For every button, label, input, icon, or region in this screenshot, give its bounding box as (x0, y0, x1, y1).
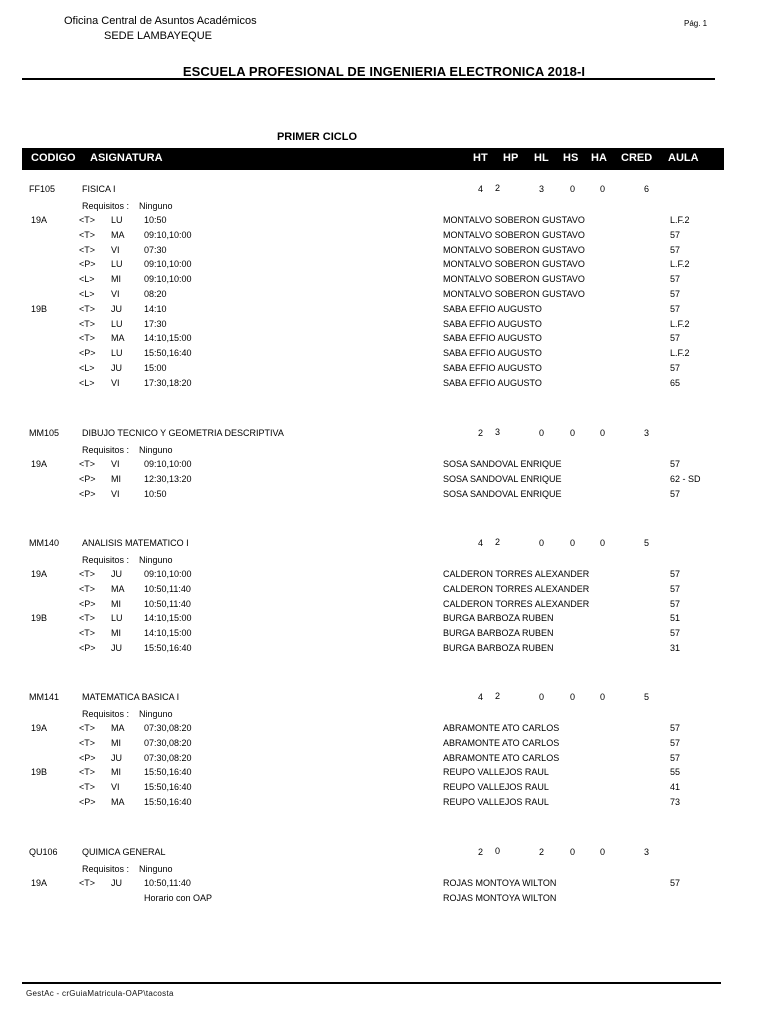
session-teacher: SOSA SANDOVAL ENRIQUE (443, 459, 562, 469)
col-hs: HS (563, 152, 579, 164)
session-group: 19B (31, 767, 48, 778)
session-day: VI (111, 459, 120, 469)
session-group: 19B (31, 613, 48, 624)
session-time: 07:30,08:20 (144, 723, 192, 733)
session-day: MI (111, 274, 121, 285)
session-time: 15:50,16:40 (144, 348, 192, 359)
session-time: 15:50,16:40 (144, 782, 192, 793)
course-name: FISICA I (82, 184, 116, 194)
session-type: <T> (79, 878, 96, 888)
session-day: VI (111, 244, 120, 255)
session-day: JU (111, 752, 122, 763)
session-time: 07:30 (144, 244, 167, 255)
campus-name: SEDE LAMBAYEQUE (104, 30, 212, 42)
course-hs: 0 (570, 428, 576, 438)
session-teacher: CALDERON TORRES ALEXANDER (443, 583, 590, 594)
course-code: MM140 (29, 538, 60, 548)
course-hl: 2 (539, 847, 545, 857)
course-hl: 0 (539, 692, 545, 702)
session-type: <T> (79, 723, 96, 733)
session-time: 17:30,18:20 (144, 377, 192, 388)
session-type: <T> (79, 229, 96, 240)
session-room: 51 (670, 613, 681, 624)
requisitos-label: Requisitos : (82, 201, 130, 211)
session-teacher: CALDERON TORRES ALEXANDER (443, 598, 590, 609)
session-type: <T> (79, 628, 96, 639)
session-type: <T> (79, 303, 96, 314)
session-type: <P> (79, 348, 96, 359)
session-type: <T> (79, 583, 96, 594)
session-room: 62 - SD (670, 473, 701, 484)
page-number: Pág. 1 (684, 19, 708, 28)
course-code: MM141 (29, 692, 60, 702)
session-room: 57 (670, 878, 681, 888)
session-room: 57 (670, 488, 681, 499)
session-room: 57 (670, 459, 681, 469)
session-teacher: CALDERON TORRES ALEXANDER (443, 569, 590, 579)
session-room: L.F.2 (670, 215, 690, 225)
requisitos-value: Ninguno (139, 709, 173, 719)
session-day: MA (111, 583, 125, 594)
session-room: 57 (670, 289, 681, 299)
course-code: FF105 (29, 184, 56, 194)
session-teacher: REUPO VALLEJOS RAUL (443, 797, 549, 807)
course-hl: 0 (539, 538, 545, 548)
session-type: <T> (79, 613, 96, 624)
course-name: ANALISIS MATEMATICO I (82, 538, 189, 548)
course-hp: 0 (495, 846, 501, 856)
session-room: 57 (670, 598, 681, 609)
session-day: MA (111, 723, 125, 733)
session-time: 10:50 (144, 488, 167, 499)
page-title: ESCUELA PROFESIONAL DE INGENIERIA ELECTRONICA 2018-I (182, 64, 586, 79)
session-teacher: SABA EFFIO AUGUSTO (443, 348, 542, 359)
session-teacher: MONTALVO SOBERON GUSTAVO (443, 274, 585, 285)
course-hs: 0 (570, 692, 576, 702)
session-teacher: SABA EFFIO AUGUSTO (443, 303, 542, 314)
course-name: DIBUJO TECNICO Y GEOMETRIA DESCRIPTIVA (82, 428, 284, 438)
session-room: 41 (670, 782, 681, 793)
session-day: MA (111, 229, 125, 240)
session-day: VI (111, 289, 120, 299)
session-room: 57 (670, 583, 681, 594)
col-aula: AULA (668, 152, 699, 164)
session-day: JU (111, 363, 122, 373)
session-time: 14:10 (144, 303, 167, 314)
course-hp: 3 (495, 427, 501, 437)
session-group: 19B (31, 303, 48, 314)
session-teacher: ABRAMONTE ATO CARLOS (443, 737, 560, 748)
session-teacher: REUPO VALLEJOS RAUL (443, 782, 549, 793)
course-hs: 0 (570, 184, 576, 194)
col-ht: HT (473, 152, 488, 164)
session-room: 57 (670, 723, 681, 733)
session-time: 15:50,16:40 (144, 643, 192, 653)
footer-rule (22, 982, 721, 984)
session-teacher: ABRAMONTE ATO CARLOS (443, 723, 560, 733)
course-ht: 2 (478, 847, 484, 857)
session-day: JU (111, 878, 122, 888)
office-name: Oficina Central de Asuntos Académicos (64, 15, 257, 27)
session-day: LU (111, 318, 123, 329)
course-ht: 2 (478, 428, 484, 438)
session-type: <P> (79, 752, 96, 763)
session-group: 19A (31, 459, 48, 469)
session-day: LU (111, 215, 123, 225)
session-room: 57 (670, 628, 681, 639)
course-ht: 4 (478, 184, 484, 194)
session-day: JU (111, 643, 122, 653)
course-hs: 0 (570, 538, 576, 548)
course-cred: 3 (644, 847, 650, 857)
session-type: <T> (79, 782, 96, 793)
session-room: 57 (670, 737, 681, 748)
requisitos-label: Requisitos : (82, 864, 130, 874)
session-time: 10:50 (144, 215, 167, 225)
session-teacher: BURGA BARBOZA RUBEN (443, 613, 554, 624)
session-time: 10:50,11:40 (144, 598, 191, 609)
session-type: <P> (79, 473, 96, 484)
session-day: MI (111, 628, 121, 639)
session-type: <T> (79, 244, 96, 255)
session-type: <L> (79, 289, 95, 299)
course-ha: 0 (600, 538, 606, 548)
session-type: <P> (79, 797, 96, 807)
session-type: <T> (79, 333, 96, 344)
session-time: 14:10,15:00 (144, 613, 192, 624)
session-teacher: SABA EFFIO AUGUSTO (443, 333, 542, 344)
col-hl: HL (534, 152, 549, 164)
session-day: JU (111, 569, 122, 579)
session-day: LU (111, 259, 123, 270)
course-code: MM105 (29, 428, 60, 438)
col-ha: HA (591, 152, 607, 164)
session-type: <T> (79, 767, 96, 778)
session-day: MI (111, 598, 121, 609)
session-room: 73 (670, 797, 681, 807)
requisitos-value: Ninguno (139, 445, 173, 455)
course-ht: 4 (478, 538, 484, 548)
course-hp: 2 (495, 183, 501, 193)
course-cred: 5 (644, 692, 650, 702)
session-group: 19A (31, 215, 48, 225)
session-type: <T> (79, 318, 96, 329)
course-ha: 0 (600, 428, 606, 438)
session-type: <T> (79, 459, 96, 469)
course-ht: 4 (478, 692, 484, 702)
session-teacher: BURGA BARBOZA RUBEN (443, 643, 554, 653)
session-time: 08:20 (144, 289, 167, 299)
course-code: QU106 (29, 847, 58, 857)
requisitos-value: Ninguno (139, 201, 173, 211)
session-type: <T> (79, 569, 96, 579)
session-day: LU (111, 613, 123, 624)
session-day: JU (111, 303, 122, 314)
session-teacher: SOSA SANDOVAL ENRIQUE (443, 488, 562, 499)
session-group: 19A (31, 723, 48, 733)
session-time: 09:10,10:00 (144, 459, 192, 469)
session-room: 57 (670, 333, 681, 344)
course-cred: 5 (644, 538, 650, 548)
session-room: 65 (670, 377, 681, 388)
course-hl: 3 (539, 184, 545, 194)
col-cred: CRED (621, 152, 653, 164)
session-teacher: MONTALVO SOBERON GUSTAVO (443, 259, 585, 270)
session-type: <L> (79, 274, 95, 285)
course-ha: 0 (600, 692, 606, 702)
session-day: MA (111, 333, 125, 344)
session-time: 09:10,10:00 (144, 229, 192, 240)
session-type: <T> (79, 215, 96, 225)
session-room: 57 (670, 752, 681, 763)
requisitos-label: Requisitos : (82, 709, 130, 719)
session-time: 15:00 (144, 363, 167, 373)
session-type: <P> (79, 259, 96, 270)
footer-text: GestAc - crGuiaMatricula-OAP\tacosta (26, 989, 174, 998)
session-room: 57 (670, 274, 681, 285)
session-room: 57 (670, 303, 681, 314)
requisitos-label: Requisitos : (82, 555, 130, 565)
session-teacher: BURGA BARBOZA RUBEN (443, 628, 554, 639)
session-teacher: ROJAS MONTOYA WILTON (443, 892, 557, 903)
session-type: <P> (79, 643, 96, 653)
session-time: 10:50,11:40 (144, 878, 191, 888)
session-group: 19A (31, 569, 48, 579)
session-type: <P> (79, 598, 96, 609)
session-day: VI (111, 488, 120, 499)
course-ha: 0 (600, 847, 606, 857)
col-hp: HP (503, 152, 519, 164)
session-room: L.F.2 (670, 259, 690, 270)
session-day: MI (111, 473, 121, 484)
col-codigo: CODIGO (31, 152, 76, 164)
course-hp: 2 (495, 537, 501, 547)
session-room: 57 (670, 569, 681, 579)
session-room: L.F.2 (670, 318, 690, 329)
session-teacher: MONTALVO SOBERON GUSTAVO (443, 244, 585, 255)
session-time: 07:30,08:20 (144, 737, 192, 748)
session-room: L.F.2 (670, 348, 690, 359)
session-time: 12:30,13:20 (144, 473, 192, 484)
session-time: 10:50,11:40 (144, 583, 191, 594)
session-teacher: SABA EFFIO AUGUSTO (443, 363, 542, 373)
session-time: 14:10,15:00 (144, 628, 192, 639)
session-teacher: SABA EFFIO AUGUSTO (443, 377, 542, 388)
requisitos-label: Requisitos : (82, 445, 130, 455)
col-asignatura: ASIGNATURA (90, 152, 163, 164)
session-teacher: ROJAS MONTOYA WILTON (443, 878, 557, 888)
session-day: MI (111, 737, 121, 748)
session-time: 17:30 (144, 318, 167, 329)
course-cred: 3 (644, 428, 650, 438)
course-ha: 0 (600, 184, 606, 194)
session-room: 31 (670, 643, 681, 653)
session-teacher: SOSA SANDOVAL ENRIQUE (443, 473, 562, 484)
session-day: MI (111, 767, 121, 778)
requisitos-value: Ninguno (139, 864, 173, 874)
course-cred: 6 (644, 184, 650, 194)
course-hp: 2 (495, 691, 501, 701)
session-room: 57 (670, 229, 681, 240)
session-day: VI (111, 377, 120, 388)
session-time: 09:10,10:00 (144, 569, 192, 579)
session-time: 15:50,16:40 (144, 797, 192, 807)
session-time: Horario con OAP (144, 892, 213, 903)
session-teacher: REUPO VALLEJOS RAUL (443, 767, 549, 778)
course-hs: 0 (570, 847, 576, 857)
session-teacher: SABA EFFIO AUGUSTO (443, 318, 542, 329)
course-name: QUIMICA GENERAL (82, 847, 166, 857)
session-time: 15:50,16:40 (144, 767, 192, 778)
session-type: <P> (79, 488, 96, 499)
session-room: 55 (670, 767, 681, 778)
session-time: 09:10,10:00 (144, 274, 192, 285)
session-type: <T> (79, 737, 96, 748)
session-type: <L> (79, 363, 95, 373)
requisitos-value: Ninguno (139, 555, 173, 565)
course-name: MATEMATICA BASICA I (82, 692, 180, 702)
session-day: VI (111, 782, 120, 793)
session-time: 14:10,15:00 (144, 333, 192, 344)
session-time: 09:10,10:00 (144, 259, 192, 270)
session-day: MA (111, 797, 125, 807)
cycle-heading: PRIMER CICLO (276, 131, 358, 143)
session-teacher: ABRAMONTE ATO CARLOS (443, 752, 560, 763)
session-group: 19A (31, 878, 48, 888)
session-room: 57 (670, 363, 681, 373)
session-room: 57 (670, 244, 681, 255)
session-time: 07:30,08:20 (144, 752, 192, 763)
session-type: <L> (79, 377, 95, 388)
session-day: LU (111, 348, 123, 359)
session-teacher: MONTALVO SOBERON GUSTAVO (443, 229, 585, 240)
course-hl: 0 (539, 428, 545, 438)
session-teacher: MONTALVO SOBERON GUSTAVO (443, 215, 585, 225)
session-teacher: MONTALVO SOBERON GUSTAVO (443, 289, 585, 299)
